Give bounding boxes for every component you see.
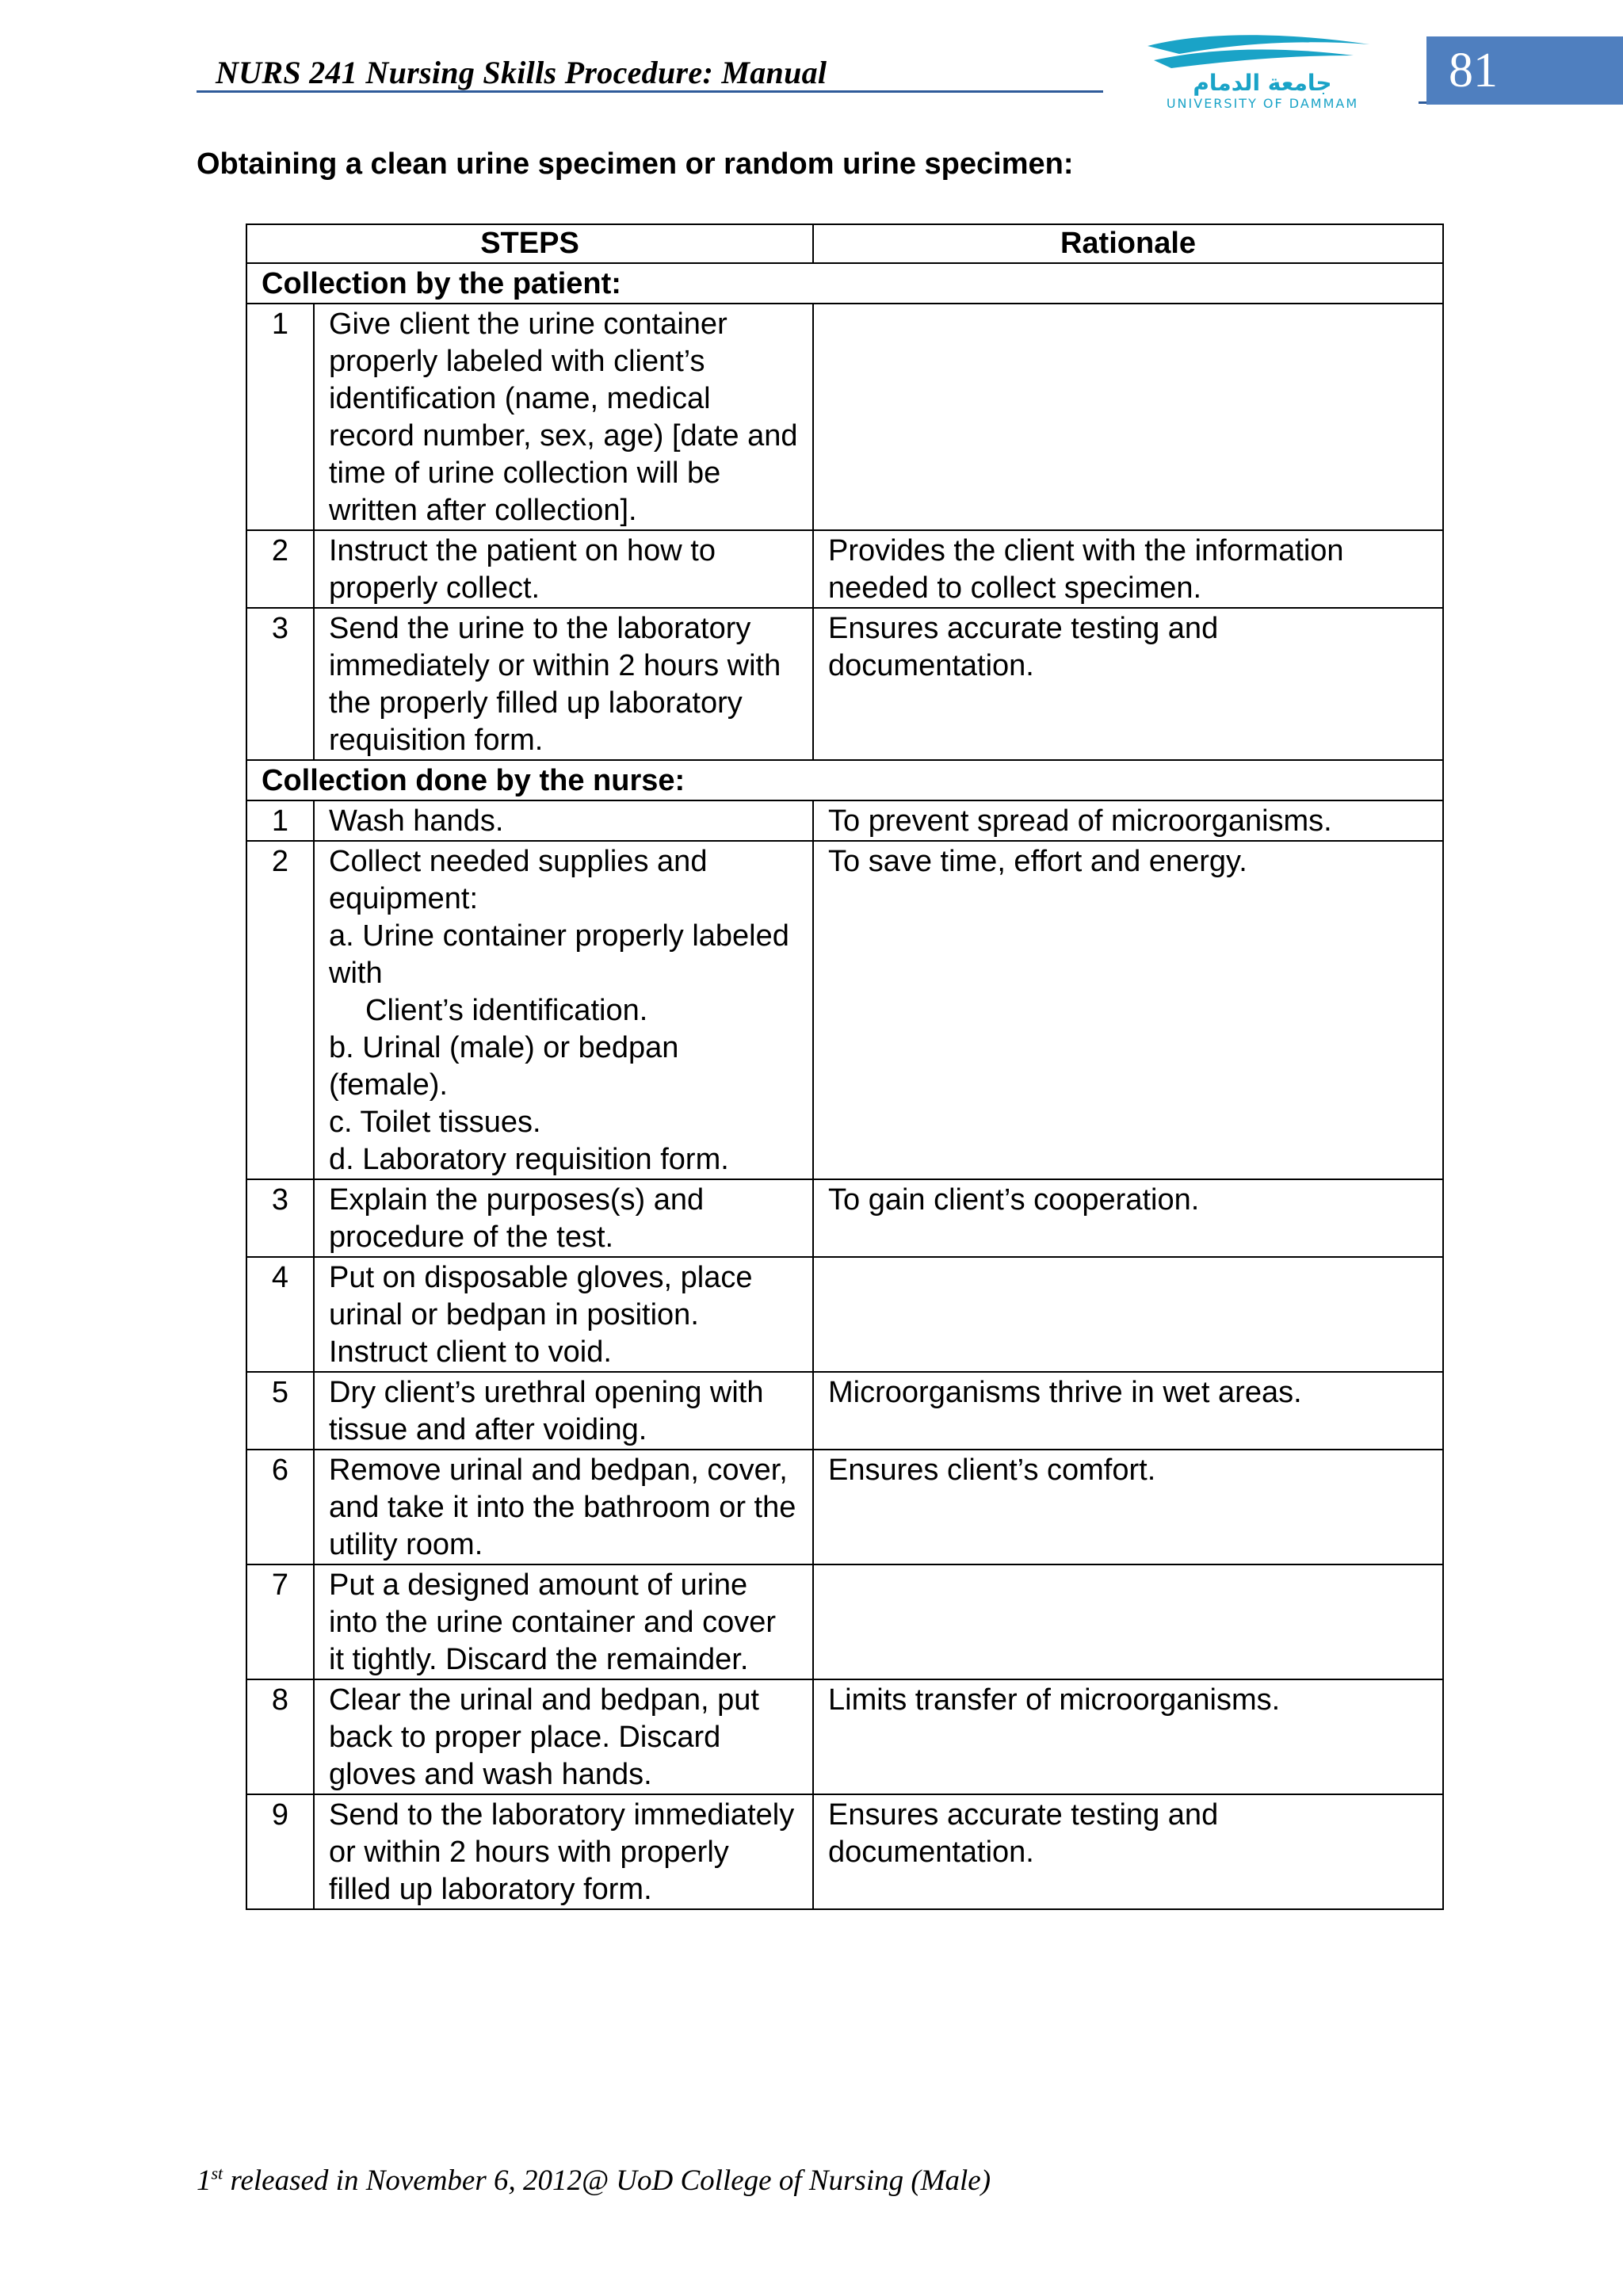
step-text: [314, 1564, 813, 1679]
table-row: [246, 1179, 1443, 1257]
table-row: [246, 1564, 1443, 1679]
document-header-title: NURS 241 Nursing Skills Procedure: Manual: [216, 55, 827, 90]
step-line: Send to the laboratory immediately or within 2 hours with properly filled up laboratory form.: [329, 1798, 795, 1906]
step-text: [314, 1679, 813, 1794]
logo-arabic-text: جامعة الدمام: [1193, 70, 1332, 96]
table-header-row: [246, 224, 1443, 263]
rationale-text: Limits transfer of microorganisms.: [813, 1679, 1443, 1794]
page-number: 81: [1426, 36, 1623, 105]
table-row: [246, 304, 1443, 530]
step-text: [314, 1257, 813, 1372]
step-text: [314, 1794, 813, 1909]
step-line: Instruct the patient on how to properly collect.: [329, 534, 716, 605]
column-header-steps: STEPS: [246, 224, 813, 263]
rationale-text: Ensures client’s comfort.: [813, 1450, 1443, 1564]
table-row: [246, 841, 1443, 1179]
step-number: 6: [246, 1450, 314, 1564]
step-text: [314, 608, 813, 760]
step-line: b. Urinal (male) or bedpan (female).: [329, 1031, 679, 1102]
step-line: Dry client’s urethral opening with tissue and after voiding.: [329, 1376, 764, 1446]
footer-ordinal-suffix: st: [211, 2163, 223, 2183]
table-row: [246, 608, 1443, 760]
rationale-text: Provides the client with the information needed to collect specimen.: [813, 530, 1443, 608]
rationale-text: Microorganisms thrive in wet areas.: [813, 1372, 1443, 1450]
rationale-text: To save time, effort and energy.: [813, 841, 1443, 1179]
step-line: Clear the urinal and bedpan, put back to proper place. Discard gloves and wash hands.: [329, 1683, 759, 1791]
header-rule: [197, 90, 1103, 93]
rationale-text: [813, 304, 1443, 530]
step-number: 5: [246, 1372, 314, 1450]
footer-text: released in November 6, 2012@ UoD College of Nursing (Male): [223, 2164, 991, 2197]
footer-ordinal: 1: [197, 2164, 212, 2197]
step-line: Explain the purposes(s) and procedure of the test.: [329, 1183, 705, 1254]
logo-english-text: UNIVERSITY OF DAMMAM: [1166, 96, 1359, 111]
table-row: [246, 1257, 1443, 1372]
step-line: c. Toilet tissues.: [329, 1106, 541, 1139]
step-number: 1: [246, 800, 314, 841]
step-number: 4: [246, 1257, 314, 1372]
step-number: 7: [246, 1564, 314, 1679]
step-line: d. Laboratory requisition form.: [329, 1143, 729, 1176]
step-line: Put on disposable gloves, place urinal or bedpan in position. Instruct client to void.: [329, 1261, 753, 1369]
step-line: Wash hands.: [329, 804, 504, 838]
footer: [197, 2164, 991, 2198]
table-row: [246, 530, 1443, 608]
table-body: [246, 263, 1443, 1909]
step-text: [314, 304, 813, 530]
step-text: [314, 800, 813, 841]
section-heading: Obtaining a clean urine specimen or random urine specimen:: [197, 147, 1074, 181]
step-number: 2: [246, 530, 314, 608]
step-line: Remove urinal and bedpan, cover, and take it into the bathroom or the utility room.: [329, 1454, 796, 1561]
rationale-text: [813, 1564, 1443, 1679]
section-title: Collection by the patient:: [246, 263, 1443, 304]
rationale-text: [813, 1257, 1443, 1372]
step-text: [314, 841, 813, 1179]
step-number: 2: [246, 841, 314, 1179]
step-number: 8: [246, 1679, 314, 1794]
step-text: [314, 1179, 813, 1257]
rationale-text: To prevent spread of microorganisms.: [813, 800, 1443, 841]
table-row: [246, 1372, 1443, 1450]
section-row: [246, 263, 1443, 304]
table-row: [246, 1794, 1443, 1909]
rationale-text: To gain client’s cooperation.: [813, 1179, 1443, 1257]
step-number: 1: [246, 304, 314, 530]
section-title: Collection done by the nurse:: [246, 760, 1443, 800]
university-logo: [1132, 32, 1393, 111]
rationale-text: Ensures accurate testing and documentation.: [813, 608, 1443, 760]
step-text: [314, 1372, 813, 1450]
step-line: a. Urine container properly labeled with: [329, 919, 789, 990]
step-text: [314, 530, 813, 608]
step-text: [314, 1450, 813, 1564]
table-row: [246, 1679, 1443, 1794]
procedure-table: [246, 223, 1444, 1910]
step-line: Collect needed supplies and equipment:: [329, 845, 708, 915]
step-line: Send the urine to the laboratory immediately or within 2 hours with the properly filled up laboratory requisition form.: [329, 612, 781, 757]
step-line: Put a designed amount of urine into the urine container and cover it tightly. Discard the remainder.: [329, 1568, 777, 1676]
step-number: 3: [246, 608, 314, 760]
step-line: Client’s identification.: [365, 994, 648, 1027]
table-row: [246, 800, 1443, 841]
rationale-text: Ensures accurate testing and documentation.: [813, 1794, 1443, 1909]
section-row: [246, 760, 1443, 800]
step-number: 9: [246, 1794, 314, 1909]
table-row: [246, 1450, 1443, 1564]
step-number: 3: [246, 1179, 314, 1257]
step-line: Give client the urine container properly labeled with client’s identification (name, medical record number, sex, age) [date and time of urine collection will be written after collection].: [329, 308, 798, 527]
header-rule-segment: [1419, 101, 1426, 104]
column-header-rationale: Rationale: [813, 224, 1443, 263]
